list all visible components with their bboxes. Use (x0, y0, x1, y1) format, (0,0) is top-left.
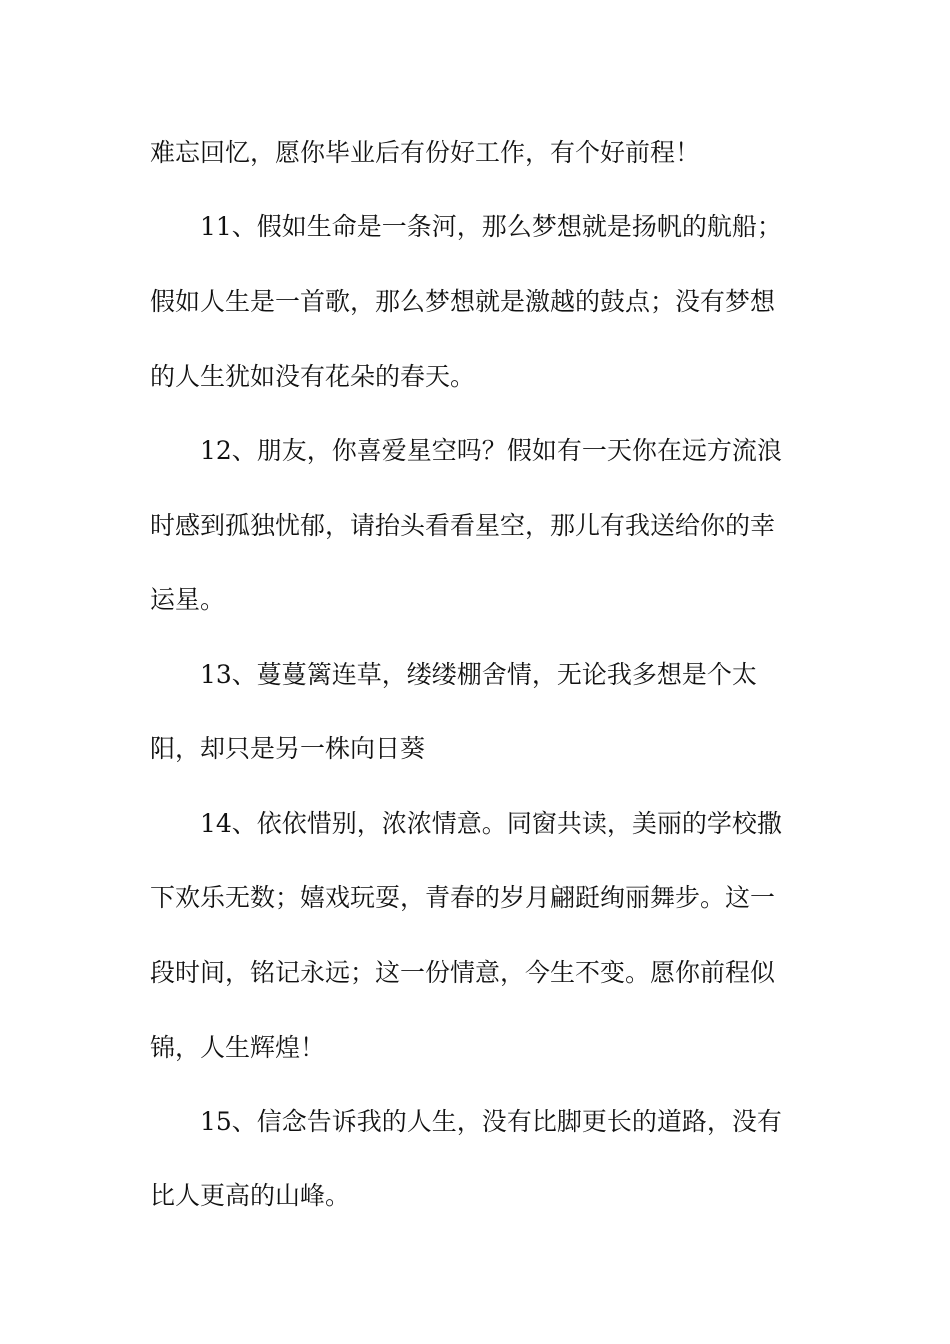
text-line-7: 运星。 (150, 585, 226, 614)
text-line-14: 15、信念告诉我的人生，没有比脚更长的道路，没有 (200, 1107, 782, 1136)
text-line-3: 假如人生是一首歌，那么梦想就是激越的鼓点；没有梦想 (150, 287, 776, 316)
text-line-5: 12、朋友，你喜爱星空吗？假如有一天你在远方流浪 (200, 436, 782, 465)
text-line-10: 14、依依惜别，浓浓情意。同窗共读，美丽的学校撒 (200, 809, 782, 838)
text-line-8: 13、蔓蔓篱连草，缕缕棚舍情，无论我多想是个太 (200, 660, 757, 689)
text-line-13: 锦，人生辉煌！ (150, 1033, 326, 1062)
text-line-11: 下欢乐无数；嬉戏玩耍，青春的岁月翩跹绚丽舞步。这一 (150, 883, 776, 912)
text-line-9: 阳，却只是另一株向日葵 (150, 734, 426, 763)
text-line-6: 时感到孤独忧郁，请抬头看看星空，那儿有我送给你的幸 (150, 511, 776, 540)
text-line-12: 段时间，铭记永远；这一份情意，今生不变。愿你前程似 (150, 958, 776, 987)
text-line-1: 难忘回忆，愿你毕业后有份好工作，有个好前程！ (150, 138, 701, 167)
text-line-4: 的人生犹如没有花朵的春天。 (150, 362, 476, 391)
text-line-15: 比人更高的山峰。 (150, 1181, 351, 1210)
text-line-2: 11、假如生命是一条河，那么梦想就是扬帆的航船； (200, 212, 782, 241)
